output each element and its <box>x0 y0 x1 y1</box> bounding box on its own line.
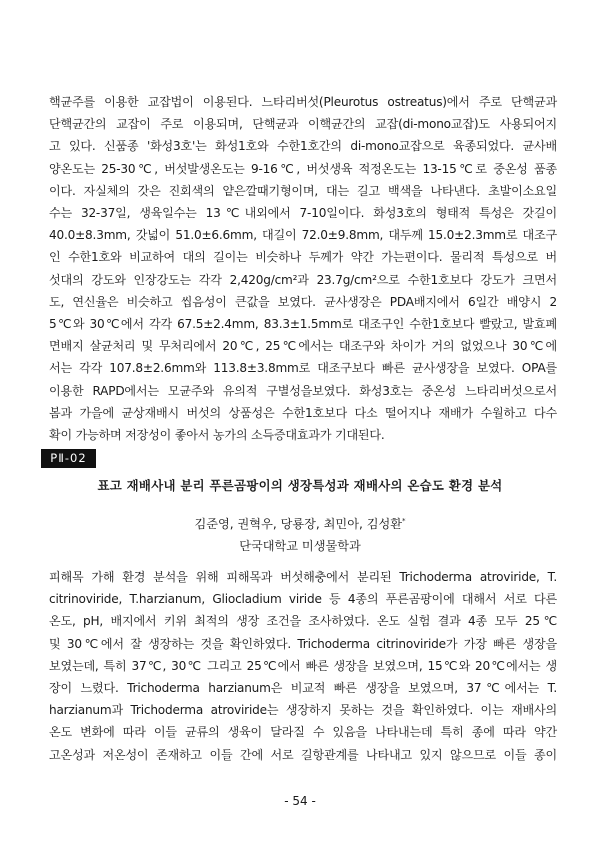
text-line: 섯대의 강도와 인장강도는 각각 2,420g/cm²과 23.7g/cm²으로 수한1호보다 강도가 크면서 <box>49 272 557 287</box>
text-line: 이용한 RAPD에서는 모균주와 유의적 구별성을보였다. 화성3호는 중온성 느타리버섯으로서 <box>49 383 557 398</box>
text-line: 고 있다. 신품종 '화성3호'는 화성1호와 수한1호간의 di-mono교잡으로 육종되었다. 균사배 <box>49 139 557 154</box>
text-line: citrinoviride, T.harzianum, Gliocladium viride 등 4종의 푸른곰팡이에 대해서 서로 다른 <box>49 592 557 607</box>
abstract-paragraph-continued <box>49 91 557 446</box>
abstract-paragraph <box>49 566 557 766</box>
text-line: 봄과 가을에 균상재배시 버섯의 상품성은 수한1호보다 다소 떨어지나 재배가 수월하고 다수 <box>49 405 557 420</box>
author-names: 김준영, 권혁우, 당룡장, 최민아, 김성환 <box>194 517 403 531</box>
section-code-badge: PⅡ-02 <box>41 449 96 468</box>
paper-title: 표고 재배사내 분리 푸른곰팡이의 생장특성과 재배사의 온습도 환경 분석 <box>97 478 503 493</box>
text-line: 수는 32-37일, 생육일수는 13℃내외에서 7-10일이다. 화성3호의 형태적 특성은 갓길이 <box>49 206 557 221</box>
text-line: 온도, pH, 배지에서 키위 최적의 생장 조건을 조사하였다. 온도 실험 결과 4종 모두 25℃ <box>49 614 557 629</box>
text-line: 서는 각각 107.8±2.6mm와 113.8±3.8mm로 대조구보다 빠른 균사생장을 보였다. OPA를 <box>49 361 557 376</box>
page-number: - 54 - <box>284 794 316 808</box>
corresponding-author-mark: * <box>402 516 406 525</box>
text-line: 단핵균간의 교잡이 주로 이용되며, 단핵균과 이핵균간의 교잡(di-mono교잡)도 사용되어지 <box>49 117 557 132</box>
text-line: 고온성과 저온성이 존재하고 이들 간에 서로 길항관계를 나타내고 있지 않으므로 이들 종이 <box>49 747 557 762</box>
text-line: 및 30℃에서 잘 생장하는 것을 확인하였다. Trichoderma citrinoviride가 가장 빠른 생장을 <box>49 636 557 651</box>
affiliation: 단국대학교 미생물학과 <box>239 539 361 553</box>
text-line: 확이 가능하며 저장성이 좋아서 농가의 소득증대효과가 기대된다. <box>49 428 385 443</box>
text-line: 피해목 가해 환경 분석을 위해 피해목과 버섯해충에서 분리된 Trichoderma atroviride, T. <box>49 570 557 584</box>
text-line: 온도 변화에 따라 이들 균류의 생육이 달라질 수 있음을 나타내는데 특히 종에 따라 약간 <box>49 725 557 740</box>
text-line: 이다. 자실체의 갓은 진회색의 얕은깔때기형이며, 대는 길고 백색을 나타낸다. 초발이소요일 <box>49 183 557 198</box>
text-line: 인 수한1호와 비교하여 대의 길이는 비슷하나 두께가 약간 가는편이다. 물리적 특성으로 버 <box>49 250 557 265</box>
text-line: 장이 느렸다. Trichoderma harzianum은 비교적 빠른 생장을 보였으며, 37℃에서는 T. <box>49 681 557 696</box>
text-line: 양온도는 25-30℃, 버섯발생온도는 9-16℃, 버섯생육 적정온도는 13-15℃로 중온성 품종 <box>49 161 557 176</box>
text-line: 도, 연신율은 비슷하고 씹음성이 큰값을 보였다. 균사생장은 PDA배지에서 6일간 배양시 2 <box>49 294 557 309</box>
text-line: harzianum과 Trichoderma atroviride는 생장하지 못하는 것을 확인하였다. 이는 재배사의 <box>49 703 557 718</box>
text-line: 5℃와 30℃에서 각각 67.5±2.4mm, 83.3±1.5mm로 대조구인 수한1호보다 빨랐고, 발효폐 <box>49 317 557 332</box>
text-line: 40.0±8.3mm, 갓넓이 51.0±6.6mm, 대길이 72.0±9.8mm, 대두께 15.0±2.3mm로 대조구 <box>49 228 557 243</box>
text-line: 핵균주를 이용한 교잡법이 이용된다. 느타리버섯(Pleurotus ostreatus)에서 주로 단핵균과 <box>49 95 557 109</box>
text-line: 보였는데, 특히 37℃, 30℃ 그리고 25℃에서 빠른 생장을 보였으며, 15℃와 20℃에서는 생 <box>49 658 557 673</box>
author-list <box>0 515 600 532</box>
text-line: 면배지 살균처리 및 무처리에서 20℃, 25℃에서는 대조구와 차이가 거의 없었으나 30℃에 <box>49 339 557 354</box>
